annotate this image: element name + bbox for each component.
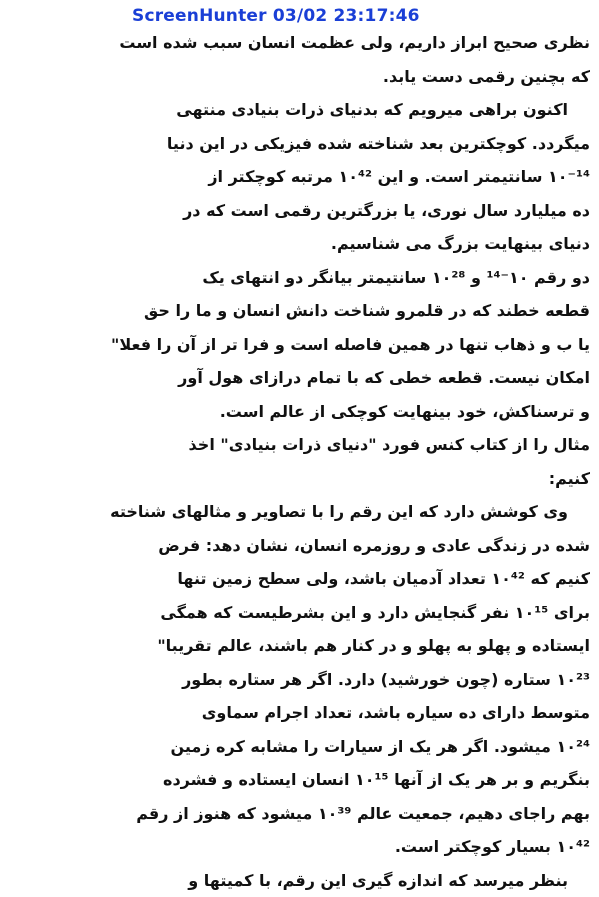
text-line: ده میلیارد سال نوری، یا بزرگترین رقمی است که در xyxy=(96,194,590,228)
text-line: یا ب و ذهاب تنها در همین فاصله است و فرا تر از آن را فعلا" xyxy=(96,328,590,362)
text-line: ۱۰²³ ستاره (چون خورشید) دارد. اگر هر ستاره بطور xyxy=(96,663,590,697)
text-line: برای ۱۰¹⁵ نفر گنجایش دارد و این بشرطیست که همگی xyxy=(96,596,590,630)
text-line: وی کوشش دارد که این رقم را با تصاویر و مثالهای شناخته xyxy=(96,495,590,529)
text-line: متوسط دارای ده سیاره باشد، تعداد اجرام سماوی xyxy=(96,696,590,730)
text-line: که بچنین رقمی دست یابد. xyxy=(96,60,590,94)
persian-body-text xyxy=(96,26,590,844)
text-line: دو رقم ۱۰⁻¹⁴ و ۱۰²⁸ سانتیمتر بیانگر دو انتهای یک xyxy=(96,261,590,295)
text-line: امکان نیست. قطعه خطی که با تمام درازای هول آور xyxy=(96,361,590,395)
text-line: بنگریم و بر هر یک از آنها ۱۰¹⁵ انسان ایستاده و فشرده xyxy=(96,763,590,797)
text-line: ایستاده و پهلو به پهلو و در کنار هم باشند، عالم تقریبا" xyxy=(96,629,590,663)
text-line: اکنون براهی میرویم که بدنیای ذرات بنیادی منتهی xyxy=(96,93,590,127)
text-line: شده در زندگی عادی و روزمره انسان، نشان دهد: فرض xyxy=(96,529,590,563)
text-line: ۱۰²⁴ میشود. اگر هر یک از سیارات را مشابه کره زمین xyxy=(96,730,590,764)
text-line: میگردد. کوچکترین بعد شناخته شده فیزیکی در این دنیا xyxy=(96,127,590,161)
text-line: بنظر میرسد که اندازه گیری این رقم، با کمیتها و xyxy=(96,864,590,897)
text-line: کنیم: xyxy=(96,462,590,496)
text-line: کنیم که ۱۰⁴² تعداد آدمیان باشد، ولی سطح زمین تنها xyxy=(96,562,590,596)
text-line: ۱۰⁴² بسیار کوچکتر است. xyxy=(96,830,590,864)
text-line: قطعه خطند که در قلمرو شناخت دانش انسان و ما را حق xyxy=(96,294,590,328)
text-line: ۱۰⁻¹⁴ سانتیمتر است. و این ۱۰⁴² مرتبه کوچکتر از xyxy=(96,160,590,194)
text-line: و ترسناکش، خود بینهایت کوچکی از عالم است. xyxy=(96,395,590,429)
text-line: دنیای بینهایت بزرگ می شناسیم. xyxy=(96,227,590,261)
text-line: نظری صحیح ابراز داریم، ولی عظمت انسان سبب شده است xyxy=(96,26,590,60)
text-line: بهم راجای دهیم، جمعیت عالم ۱۰³⁹ میشود که هنوز از رقم xyxy=(96,797,590,831)
screenhunter-watermark: ScreenHunter 03/02 23:17:46 xyxy=(132,6,472,28)
text-line: مثال را از کتاب کنس فورد "دنیای ذرات بنیادی" اخذ xyxy=(96,428,590,462)
